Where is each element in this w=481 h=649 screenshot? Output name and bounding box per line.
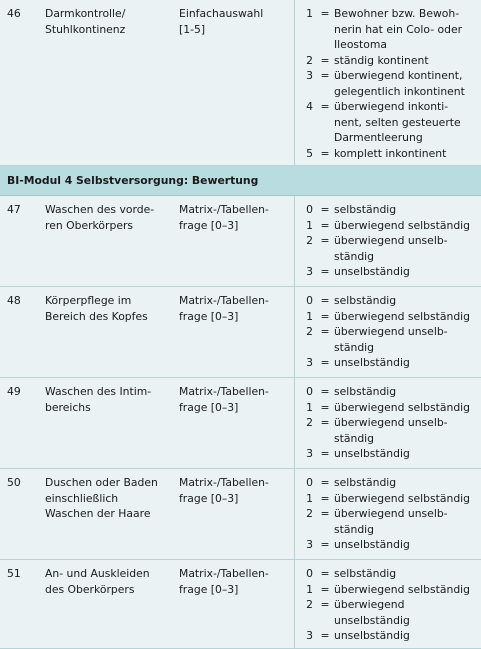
equals-sign: =	[320, 53, 330, 67]
option-code: 0	[306, 294, 313, 307]
equals-sign: =	[320, 294, 330, 307]
option-text: selbständig	[334, 567, 397, 580]
equals-sign: =	[320, 7, 330, 20]
option-code: 3	[306, 69, 313, 82]
equals-sign: =	[320, 538, 330, 551]
option-text: überwiegend unselb- ständig	[334, 416, 448, 445]
equals-sign: =	[320, 447, 330, 460]
answer-options	[295, 378, 481, 468]
answer-option	[303, 218, 479, 234]
question-type: Matrix-/Tabellen- frage [0–3]	[172, 378, 295, 468]
item-name: Körperpflege im Bereich des Kopfes	[45, 294, 148, 323]
option-text: überwiegend unselbständig	[334, 598, 410, 627]
answer-option	[303, 628, 479, 644]
equals-sign: =	[320, 265, 330, 278]
option-code: 1	[306, 582, 313, 596]
option-text: überwiegend kontinent, gelegentlich inkontinent	[334, 69, 465, 98]
equals-sign: =	[320, 356, 330, 369]
equals-sign: =	[320, 629, 330, 642]
answer-options	[295, 469, 481, 559]
answer-options	[295, 287, 481, 377]
item-name: Duschen oder Baden einschließlich Waschen der Haare	[45, 476, 158, 520]
option-code: 2	[306, 234, 313, 247]
option-text: überwiegend selbständig	[334, 582, 471, 596]
top-rows	[0, 0, 481, 166]
option-text: überwiegend unselb- ständig	[334, 325, 448, 354]
answer-option	[303, 446, 479, 462]
answer-option	[303, 537, 479, 553]
row-number: 48	[7, 294, 21, 307]
row-number: 50	[7, 476, 21, 489]
option-code: 3	[306, 447, 313, 460]
answer-option	[303, 68, 479, 99]
equals-sign: =	[320, 400, 330, 414]
equals-sign: =	[320, 203, 330, 216]
option-code: 1	[306, 7, 313, 20]
option-text: selbständig	[334, 203, 397, 216]
option-code: 2	[306, 598, 313, 611]
option-code: 3	[306, 356, 313, 369]
answer-options	[295, 560, 481, 648]
answer-option	[303, 415, 479, 446]
table-row	[0, 378, 481, 469]
answer-option	[303, 53, 479, 69]
answer-option	[303, 566, 479, 582]
answer-option	[303, 475, 479, 491]
option-code: 0	[306, 567, 313, 580]
row-number: 47	[7, 203, 21, 216]
row-number: 46	[7, 7, 21, 20]
answer-option	[303, 309, 479, 325]
question-type: Matrix-/Tabellen- frage [0–3]	[172, 287, 295, 377]
option-code: 4	[306, 100, 313, 113]
option-code: 1	[306, 400, 313, 414]
item-name: Waschen des vorde- ren Oberkörpers	[45, 203, 155, 232]
table-row	[0, 469, 481, 560]
table-row	[0, 560, 481, 649]
table-row	[0, 287, 481, 378]
option-text: überwiegend unselb- ständig	[334, 507, 448, 536]
equals-sign: =	[320, 491, 330, 505]
option-text: selbständig	[334, 385, 397, 398]
option-text: überwiegend selbständig	[334, 309, 471, 323]
option-code: 1	[306, 218, 313, 232]
row-number: 49	[7, 385, 21, 398]
item-name: Waschen des Intim- bereichs	[45, 385, 152, 414]
option-text: überwiegend inkonti- nent, selten gesteuerte Darmentleerung	[334, 100, 461, 144]
answer-option	[303, 146, 479, 162]
equals-sign: =	[320, 100, 330, 113]
option-text: komplett inkontinent	[334, 146, 447, 160]
table-row	[0, 196, 481, 287]
option-code: 3	[306, 538, 313, 551]
option-text: unselbständig	[334, 538, 410, 551]
option-code: 3	[306, 629, 313, 642]
answer-option	[303, 491, 479, 507]
option-code: 0	[306, 203, 313, 216]
answer-option	[303, 233, 479, 264]
answer-options	[295, 196, 481, 286]
equals-sign: =	[320, 69, 330, 82]
main-rows	[0, 196, 481, 649]
option-text: selbständig	[334, 294, 397, 307]
row-number: 51	[7, 567, 21, 580]
answer-option	[303, 582, 479, 598]
equals-sign: =	[320, 598, 330, 611]
option-text: unselbständig	[334, 629, 410, 642]
equals-sign: =	[320, 476, 330, 489]
option-code: 3	[306, 265, 313, 278]
answer-option	[303, 293, 479, 309]
option-code: 2	[306, 325, 313, 338]
option-text: überwiegend selbständig	[334, 218, 471, 232]
section-header: BI-Modul 4 Selbstversorgung: Bewertung	[0, 166, 481, 196]
equals-sign: =	[320, 325, 330, 338]
answer-option	[303, 355, 479, 371]
answer-option	[303, 400, 479, 416]
answer-option	[303, 506, 479, 537]
answer-option	[303, 264, 479, 280]
item-name: An- und Auskleiden des Oberkörpers	[45, 567, 150, 596]
equals-sign: =	[320, 218, 330, 232]
question-type: Einfachauswahl [1-5]	[172, 0, 295, 165]
option-code: 2	[306, 416, 313, 429]
equals-sign: =	[320, 309, 330, 323]
option-code: 5	[306, 146, 313, 160]
option-text: Bewohner bzw. Bewoh- nerin hat ein Colo- oder Ileostoma	[334, 7, 463, 51]
equals-sign: =	[320, 234, 330, 247]
option-text: überwiegend unselb- ständig	[334, 234, 448, 263]
answer-option	[303, 99, 479, 146]
option-text: unselbständig	[334, 265, 410, 278]
option-code: 1	[306, 309, 313, 323]
option-text: unselbständig	[334, 447, 410, 460]
question-type: Matrix-/Tabellen- frage [0–3]	[172, 469, 295, 559]
answer-options	[295, 0, 481, 165]
equals-sign: =	[320, 582, 330, 596]
equals-sign: =	[320, 385, 330, 398]
option-code: 0	[306, 385, 313, 398]
option-code: 0	[306, 476, 313, 489]
answer-option	[303, 202, 479, 218]
option-text: ständig kontinent	[334, 53, 429, 67]
equals-sign: =	[320, 416, 330, 429]
answer-option	[303, 324, 479, 355]
option-text: überwiegend selbständig	[334, 491, 471, 505]
question-type: Matrix-/Tabellen- frage [0–3]	[172, 560, 295, 648]
equals-sign: =	[320, 507, 330, 520]
answer-option	[303, 384, 479, 400]
answer-option	[303, 597, 479, 628]
item-name: Darmkontrolle/ Stuhlkontinenz	[45, 7, 126, 36]
option-text: unselbständig	[334, 356, 410, 369]
option-code: 2	[306, 507, 313, 520]
option-text: selbständig	[334, 476, 397, 489]
equals-sign: =	[320, 146, 330, 160]
option-code: 2	[306, 53, 313, 67]
answer-option	[303, 6, 479, 53]
equals-sign: =	[320, 567, 330, 580]
question-type: Matrix-/Tabellen- frage [0–3]	[172, 196, 295, 286]
option-text: überwiegend selbständig	[334, 400, 471, 414]
table-row	[0, 0, 481, 166]
option-code: 1	[306, 491, 313, 505]
